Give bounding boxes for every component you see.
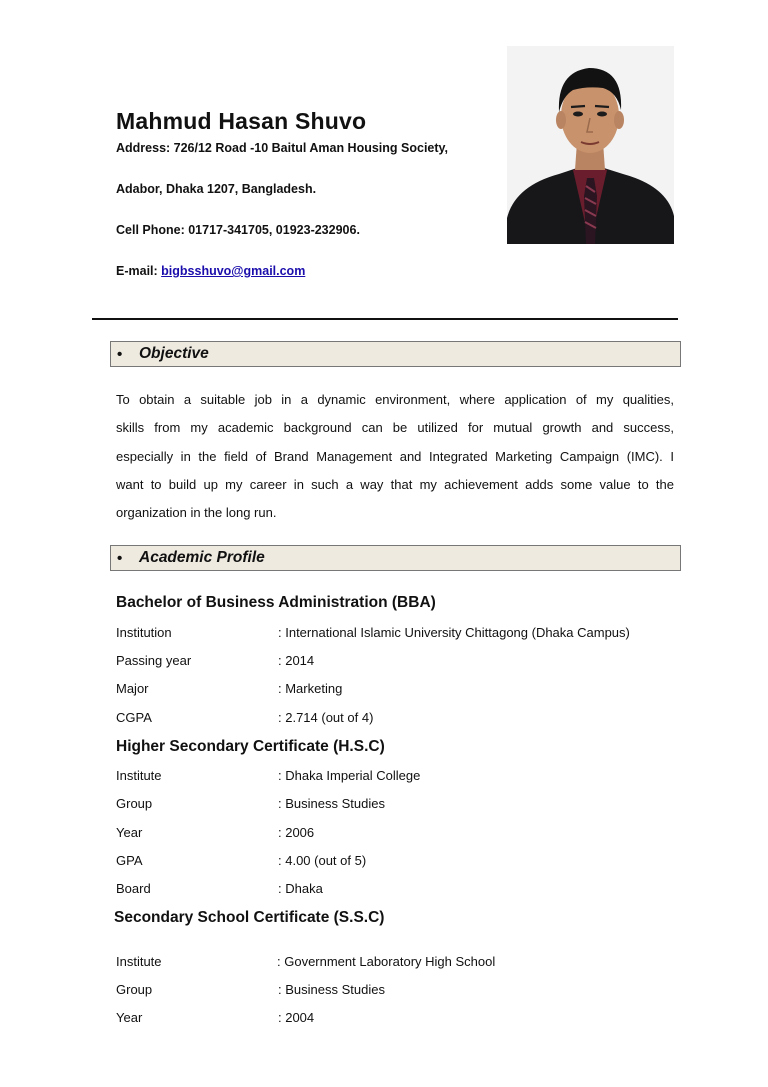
address-line-2: Adabor, Dhaka 1207, Bangladesh. — [116, 182, 317, 196]
row-value: : Dhaka Imperial College — [278, 768, 421, 783]
row-value: : Business Studies — [278, 796, 385, 811]
objective-line: To obtain a suitable job in a dynamic environment, where application of my qualities, — [116, 392, 674, 407]
row-label: Institution — [116, 625, 172, 640]
row-value: : International Islamic University Chittagong (Dhaka Campus) — [278, 625, 630, 640]
degree-title-bba: Bachelor of Business Administration (BBA) — [116, 594, 436, 611]
row-label: Year — [116, 825, 143, 840]
row-value: : 2004 — [278, 1010, 315, 1025]
row-value: : Dhaka — [278, 881, 323, 896]
degree-title-hsc: Higher Secondary Certificate (H.S.C) — [116, 738, 385, 755]
objective-title: Objective — [139, 345, 209, 362]
row-label: GPA — [116, 853, 143, 868]
degree-title-ssc: Secondary School Certificate (S.S.C) — [114, 909, 385, 926]
row-label: Institute — [116, 954, 162, 969]
bullet-icon: • — [117, 345, 123, 363]
row-label: Group — [116, 982, 153, 997]
email-label: E-mail: — [116, 264, 162, 278]
candidate-name: Mahmud Hasan Shuvo — [116, 108, 367, 134]
row-label: Passing year — [116, 653, 192, 668]
objective-section-header — [110, 341, 681, 367]
row-value: : 2014 — [278, 653, 315, 668]
objective-line: organization in the long run. — [116, 505, 277, 521]
row-value: : Business Studies — [278, 982, 385, 997]
row-label: Major — [116, 681, 149, 696]
address-line-1: Address: 726/12 Road -10 Baitul Aman Housing Society, — [116, 141, 449, 155]
profile-photo — [507, 46, 674, 244]
row-value: : 2006 — [278, 825, 315, 840]
header-divider — [92, 318, 678, 320]
row-label: Institute — [116, 768, 162, 783]
bullet-icon: • — [117, 549, 123, 567]
objective-line: want to build up my career in such a way that my achievement adds some value to the — [116, 476, 674, 492]
row-label: CGPA — [116, 710, 152, 725]
objective-line: especially in the field of Brand Management and Integrated Marketing Campaign (IMC). I — [116, 448, 674, 464]
cell-phone: Cell Phone: 01717-341705, 01923-232906. — [116, 223, 360, 237]
row-label: Year — [116, 1010, 143, 1025]
academic-section-header — [110, 545, 681, 571]
email-line — [116, 264, 305, 278]
email-link[interactable]: bigbsshuvo@gmail.com — [161, 264, 306, 278]
row-value: : 2.714 (out of 4) — [278, 710, 374, 725]
objective-line: skills from my academic background can be utilized for mutual growth and success, — [116, 420, 674, 436]
row-label: Board — [116, 881, 151, 896]
academic-title: Academic Profile — [139, 549, 265, 566]
row-value: : 4.00 (out of 5) — [278, 853, 367, 868]
row-value: : Government Laboratory High School — [277, 954, 496, 969]
row-value: : Marketing — [278, 681, 343, 696]
objective-paragraph — [116, 386, 674, 527]
row-label: Group — [116, 796, 153, 811]
